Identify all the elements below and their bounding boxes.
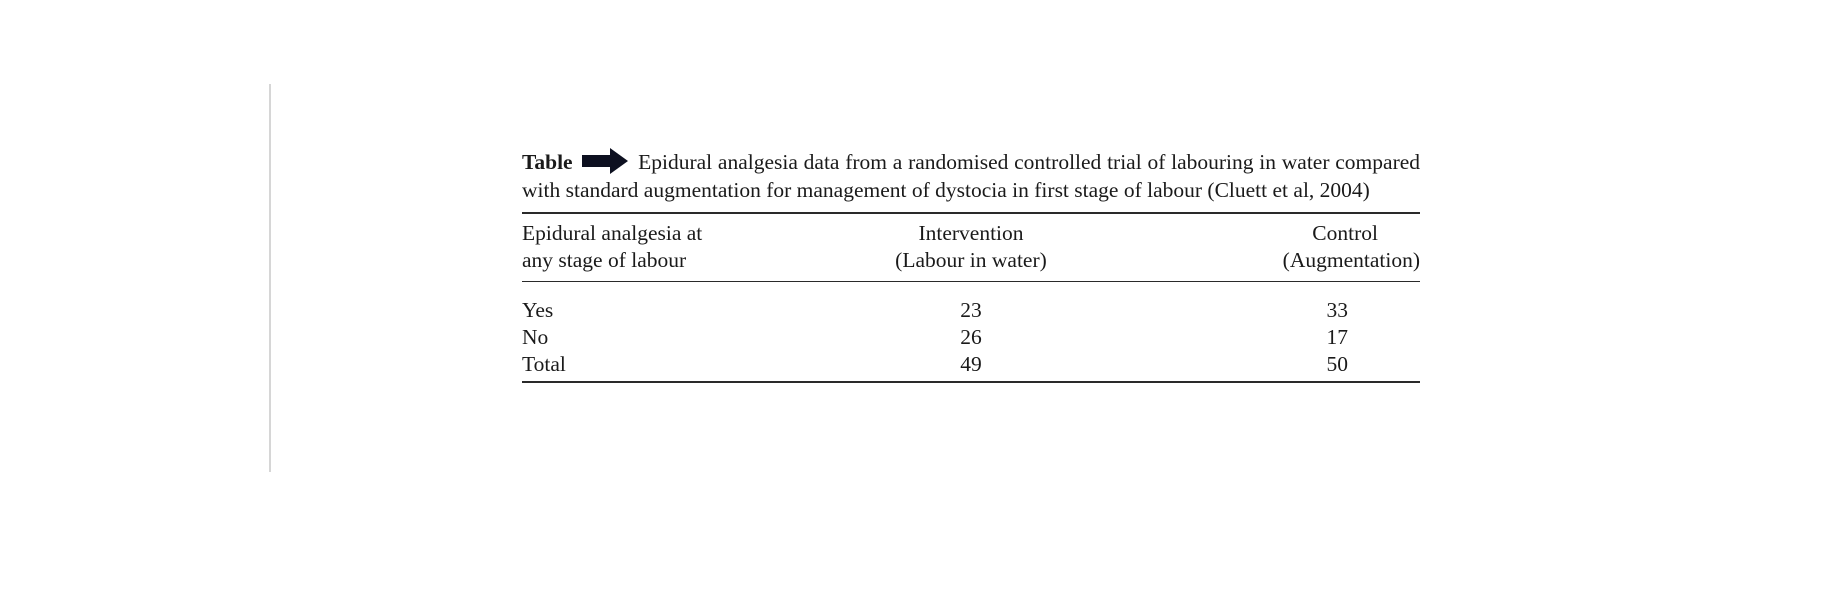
header-category: Epidural analgesia at any stage of labour <box>522 221 703 273</box>
control-value: 50 <box>1326 352 1348 377</box>
row-label: No <box>522 325 549 350</box>
row-label: Yes <box>522 298 554 323</box>
caption-text: Epidural analgesia data from a randomised controlled trial of labouring in water compared with standard augmentation for management of dystocia in first stage of labour (Cluett et al, 2004) <box>522 150 1421 203</box>
table-row <box>522 324 1420 351</box>
table-row <box>522 282 1420 325</box>
control-value: 33 <box>1326 298 1348 323</box>
right-arrow-icon <box>580 146 630 176</box>
table-caption <box>522 148 1420 204</box>
table-row <box>522 351 1420 382</box>
header-intervention: Intervention (Labour in water) <box>895 221 1047 273</box>
header-control: Control (Augmentation) <box>1282 221 1420 273</box>
intervention-value: 49 <box>960 352 982 377</box>
table-figure <box>522 148 1420 383</box>
row-label: Total <box>522 352 566 377</box>
control-value: 17 <box>1326 325 1348 350</box>
table-header-row <box>522 213 1420 282</box>
intervention-value: 26 <box>960 325 982 350</box>
intervention-value: 23 <box>960 298 982 323</box>
epidural-table <box>522 212 1420 383</box>
page-margin-rule <box>269 84 271 472</box>
caption-label: Table <box>522 150 573 174</box>
